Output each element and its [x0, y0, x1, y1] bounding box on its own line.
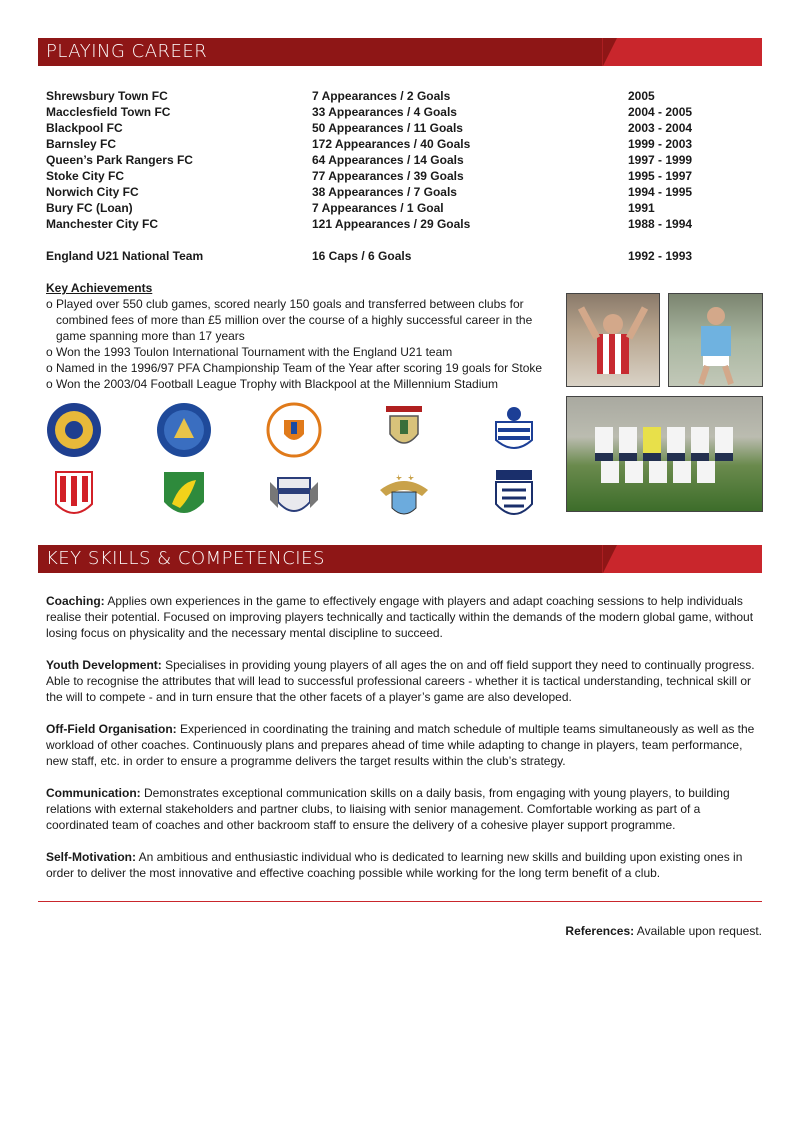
career-row [46, 152, 746, 168]
team-name: England U21 National Team [46, 249, 204, 263]
macclesfield-town-crest-icon [156, 402, 212, 458]
club-crests [46, 402, 556, 528]
club-stats: 172 Appearances / 40 Goals [312, 137, 471, 151]
club-stats: 77 Appearances / 39 Goals [312, 169, 464, 183]
career-row [46, 120, 746, 136]
club-stats: 64 Appearances / 14 Goals [312, 153, 464, 167]
club-name: Barnsley FC [46, 137, 117, 151]
career-row [46, 88, 746, 104]
achievement-item: o Won the 2003/04 Football League Trophy with Blackpool at the Millennium Stadium [46, 376, 546, 392]
club-years: 1994 - 1995 [628, 185, 693, 199]
club-stats: 7 Appearances / 2 Goals [312, 89, 451, 103]
skill-text: Demonstrates exceptional communication skills on a daily basis, from engaging with young players, to building relations with external stakeholders and partner clubs, to liaising with senior management. Comfortable working as part of a coordinated team of coaches and other backroom staff to ensure the delivery of a cohesive player support programme. [46, 786, 730, 832]
the-fa-crest-icon [486, 468, 542, 524]
achievement-item: o Won the 1993 Toulon International Tournament with the England U21 team [46, 344, 546, 360]
skills-list [46, 593, 762, 897]
career-row [46, 216, 746, 232]
skill-title: Self-Motivation: [46, 850, 136, 864]
achievement-item: o Played over 550 club games, scored nearly 150 goals and transferred between clubs for combined fees of more than £5 million over the course of a highly successful career in the game spanning more than 17 years [46, 296, 546, 344]
section-title: PLAYING CAREER [46, 41, 208, 62]
club-years: 2004 - 2005 [628, 105, 693, 119]
team-years: 1992 - 1993 [628, 249, 693, 263]
skill-paragraph [46, 657, 762, 705]
club-years: 1988 - 1994 [628, 217, 693, 231]
career-row [46, 104, 746, 120]
club-years: 1999 - 2003 [628, 137, 693, 151]
playing-career-banner [38, 38, 762, 66]
career-row [46, 184, 746, 200]
skill-title: Off-Field Organisation: [46, 722, 177, 736]
club-stats: 121 Appearances / 29 Goals [312, 217, 471, 231]
club-name: Manchester City FC [46, 217, 159, 231]
references-label: References: [565, 924, 635, 938]
skill-paragraph [46, 785, 762, 833]
club-years: 2005 [628, 89, 655, 103]
shrewsbury-town-crest-icon [46, 402, 102, 458]
norwich-city-crest-icon [156, 468, 212, 524]
skill-paragraph [46, 721, 762, 769]
achievement-item: o Named in the 1996/97 PFA Championship Team of the Year after scoring 19 goals for Stoke [46, 360, 546, 376]
club-name: Blackpool FC [46, 121, 123, 135]
club-stats: 50 Appearances / 11 Goals [312, 121, 463, 135]
team-photo [566, 396, 763, 512]
club-name: Shrewsbury Town FC [46, 89, 168, 103]
club-stats: 7 Appearances / 1 Goal [312, 201, 444, 215]
skill-text: Applies own experiences in the game to effectively engage with players and adapt coaching sessions to help individuals realise their potential. Focused on improving players technically and tactically within the demands of the modern global game, without losing focus on physicality and the necessary mental discipline to succeed. [46, 594, 754, 640]
career-row [46, 168, 746, 184]
club-years: 1997 - 1999 [628, 153, 693, 167]
player-celebration-photo [566, 293, 660, 387]
club-years: 1991 [628, 201, 655, 215]
skill-text: Specialises in providing young players of all ages the on and off field support they need to continually progress. Able to recognise the attributes that will lead to successful professional careers - whether it is tactical understanding, technical skill or the will to compete - and in turn ensure that the other facets of a player’s game are also developed. [46, 658, 755, 704]
skill-paragraph [46, 849, 762, 881]
stoke-city-crest-icon [46, 468, 102, 524]
player-action-photo [668, 293, 763, 387]
skill-title: Communication: [46, 786, 141, 800]
career-row [46, 200, 746, 216]
references-line [565, 924, 762, 938]
club-name: Norwich City FC [46, 185, 139, 199]
team-stats: 16 Caps / 6 Goals [312, 249, 412, 263]
club-stats: 38 Appearances / 7 Goals [312, 185, 457, 199]
achievements-heading: Key Achievements [46, 281, 153, 295]
skill-paragraph [46, 593, 762, 641]
bury-crest-icon [266, 468, 322, 524]
club-name: Macclesfield Town FC [46, 105, 171, 119]
skill-text: Experienced in coordinating the training and match schedule of multiple teams simultaneously as well as the workload of other coaches. Continuously plans and prepares ahead of time while adapting to change in players, team performance, new staff, etc. in order to ensure a programme delivers the target results within the club’s strategy. [46, 722, 755, 768]
club-name: Bury FC (Loan) [46, 201, 133, 215]
club-years: 2003 - 2004 [628, 121, 693, 135]
career-row [46, 136, 746, 152]
skill-text: An ambitious and enthusiastic individual who is dedicated to learning new skills and building upon existing ones in order to deliver the most innovative and effective coaching possible while working for the long term benefit of a club. [46, 850, 743, 880]
references-text: Available upon request. [636, 924, 762, 938]
skill-title: Youth Development: [46, 658, 162, 672]
divider [38, 901, 762, 902]
qpr-crest-icon [486, 402, 542, 458]
blackpool-crest-icon [266, 402, 322, 458]
club-years: 1995 - 1997 [628, 169, 693, 183]
barnsley-crest-icon [376, 402, 432, 458]
manchester-city-crest-icon [376, 468, 432, 524]
club-name: Queen’s Park Rangers FC [46, 153, 193, 167]
achievements-list [46, 296, 546, 392]
national-team-row [46, 248, 746, 264]
career-table [46, 88, 746, 264]
key-skills-banner [38, 545, 762, 573]
club-name: Stoke City FC [46, 169, 125, 183]
section-title: KEY SKILLS & COMPETENCIES [46, 548, 325, 569]
skill-title: Coaching: [46, 594, 105, 608]
club-stats: 33 Appearances / 4 Goals [312, 105, 457, 119]
